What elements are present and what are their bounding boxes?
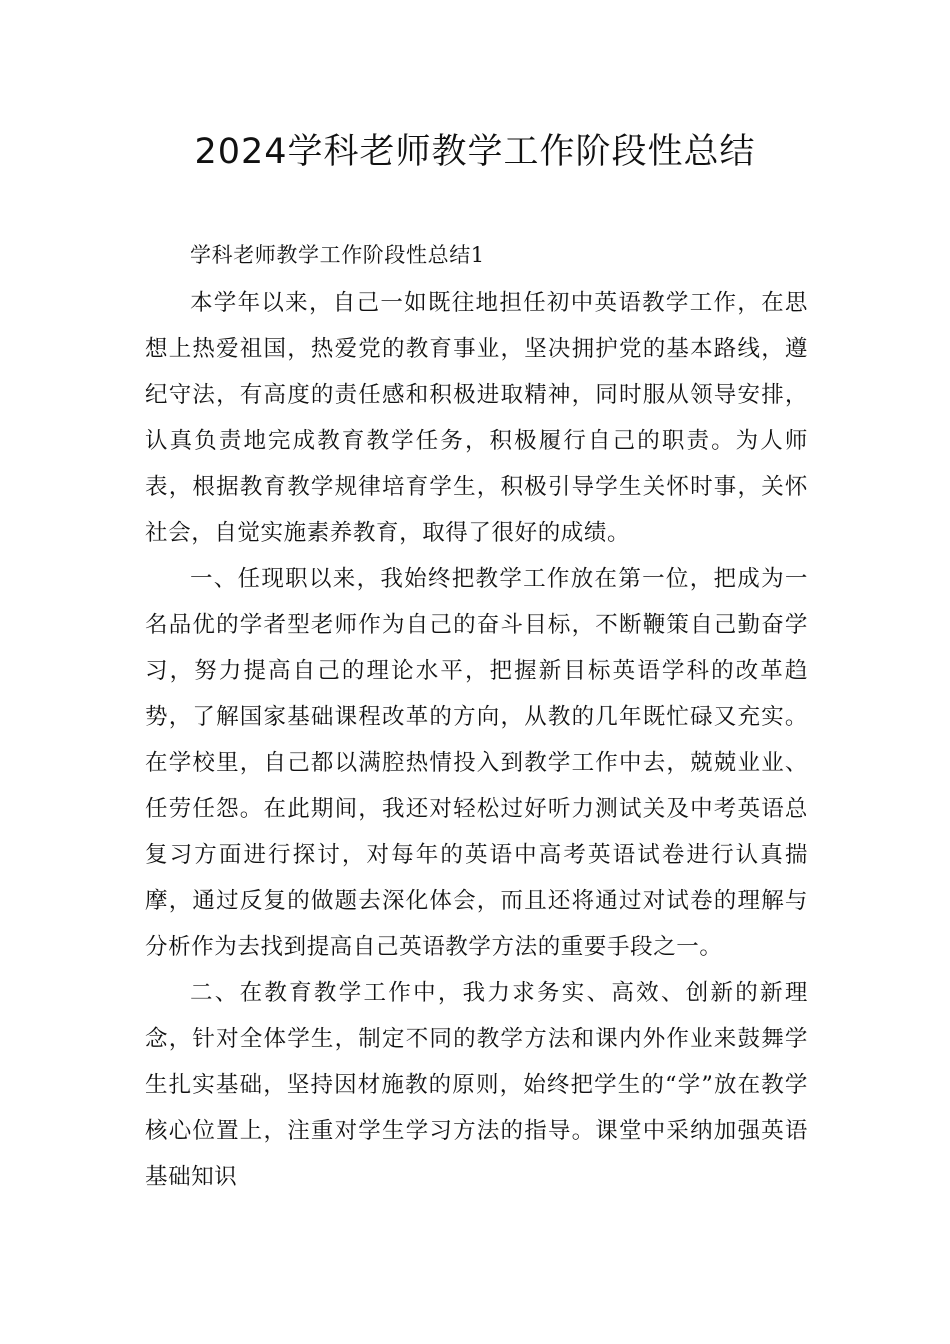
paragraph-point-two: 二、在教育教学工作中，我力求务实、高效、创新的新理念，针对全体学生，制定不同的教学方法和课内外作业来鼓舞学生扎实基础，坚持因材施教的原则，始终把学生的“学”放在教学核心位置上，注重对学生学习方法的指导。课堂中采纳加强英语基础知识 bbox=[145, 980, 808, 1190]
section-heading: 学科老师教学工作阶段性总结1 bbox=[190, 243, 485, 267]
document-body bbox=[145, 232, 808, 1200]
paragraph-intro: 本学年以来，自己一如既往地担任初中英语教学工作，在思想上热爱祖国，热爱党的教育事业，坚决拥护党的基本路线，遵纪守法，有高度的责任感和积极进取精神，同时服从领导安排，认真负责地完成教育教学任务，积极履行自己的职责。为人师表，根据教育教学规律培育学生，积极引导学生关怀时事，关怀社会，自觉实施素养教育，取得了很好的成绩。 bbox=[145, 290, 808, 546]
document-title: 2024学科老师教学工作阶段性总结 bbox=[194, 132, 756, 172]
paragraph-point-one: 一、任现职以来，我始终把教学工作放在第一位，把成为一名品优的学者型老师作为自己的奋斗目标，不断鞭策自己勤奋学习，努力提高自己的理论水平，把握新目标英语学科的改革趋势，了解国家基础课程改革的方向，从教的几年既忙碌又充实。在学校里，自己都以满腔热情投入到教学工作中去，兢兢业业、任劳任怨。在此期间，我还对轻松过好听力测试关及中考英语总复习方面进行探讨，对每年的英语中高考英语试卷进行认真揣摩，通过反复的做题去深化体会，而且还将通过对试卷的理解与分析作为去找到提高自己英语教学方法的重要手段之一。 bbox=[145, 566, 808, 960]
